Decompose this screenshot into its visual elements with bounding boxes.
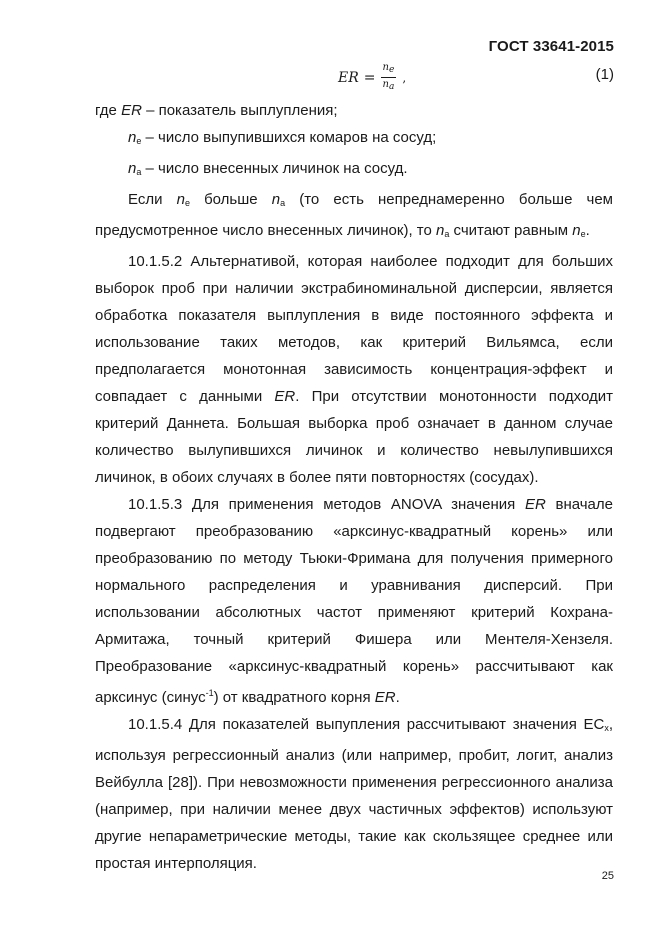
equation-number: (1) [595, 66, 614, 83]
formula-denominator: na [382, 79, 395, 92]
formula-lhs: ER [338, 69, 359, 86]
body-text [95, 97, 613, 877]
paragraph-if: Если ne больше na (то есть непреднамеренно больше чем предусмотренное число внесенных личинок), то na считают равным ne. [95, 191, 613, 239]
paragraph-10-1-5-4: 10.1.5.4 Для показателей выпупления рассчитывают значения ECx, используя регрессионный анализ (или например, пробит, логит, анализ Вейбулла [28]). При невозможности применения регрессионного анализа (например, при наличии менее двух частичных эффектов) используют другие непараметрические методы, такие как скользящее среднее или простая интерполяция. [95, 716, 613, 872]
paragraph-10-1-5-2: 10.1.5.2 Альтернативой, которая наиболее подходит для больших выборок проб при наличии экстрабиноминальной дисперсии, является обработка показателя выплупления в виде постоянного эффекта и использование таких методов, как критерий Вильямса, если предполагается монотонная зависимость концентрация-эффект и совпадает с данными ER. При отсутствии монотонности подходит критерий Даннета. Большая выборка проб означает в данном случае количество вылупившихся личинок и количество невылупившихся личинок, в обоих случаях в более пяти повторностях (сосудах). [95, 253, 613, 486]
formula [338, 62, 406, 93]
paragraph-10-1-5-3: 10.1.5.3 Для применения методов ANOVA значения ER вначале подвергают преобразованию «арксинус-квадратный корень» или преобразованию по методу Тьюки-Фримана для получения примерного нормального распределения и уравнивания дисперсий. При использовании абсолютных частот применяют критерий Кохрана-Армитажа, точный критерий Фишера или Ментеля-Хензеля. Преобразование «арксинус-квадратный корень» рассчитывают как арксинус (синус$^{-1}$) от квадратного корня ER. [95, 496, 613, 706]
where-er: где ER – показатель выплупления; [95, 102, 338, 119]
page-number: 25 [601, 870, 614, 882]
where-ne: ne – число выпупившихся комаров на сосуд; [128, 129, 437, 146]
formula-equals: = [363, 69, 376, 86]
page-header: ГОСТ 33641-2015 [488, 38, 614, 55]
formula-numerator: ne [381, 62, 397, 78]
formula-row [0, 60, 661, 96]
formula-fraction [381, 62, 397, 93]
where-na: na – число внесенных личинок на сосуд. [128, 160, 408, 177]
formula-comma: , [402, 70, 407, 85]
